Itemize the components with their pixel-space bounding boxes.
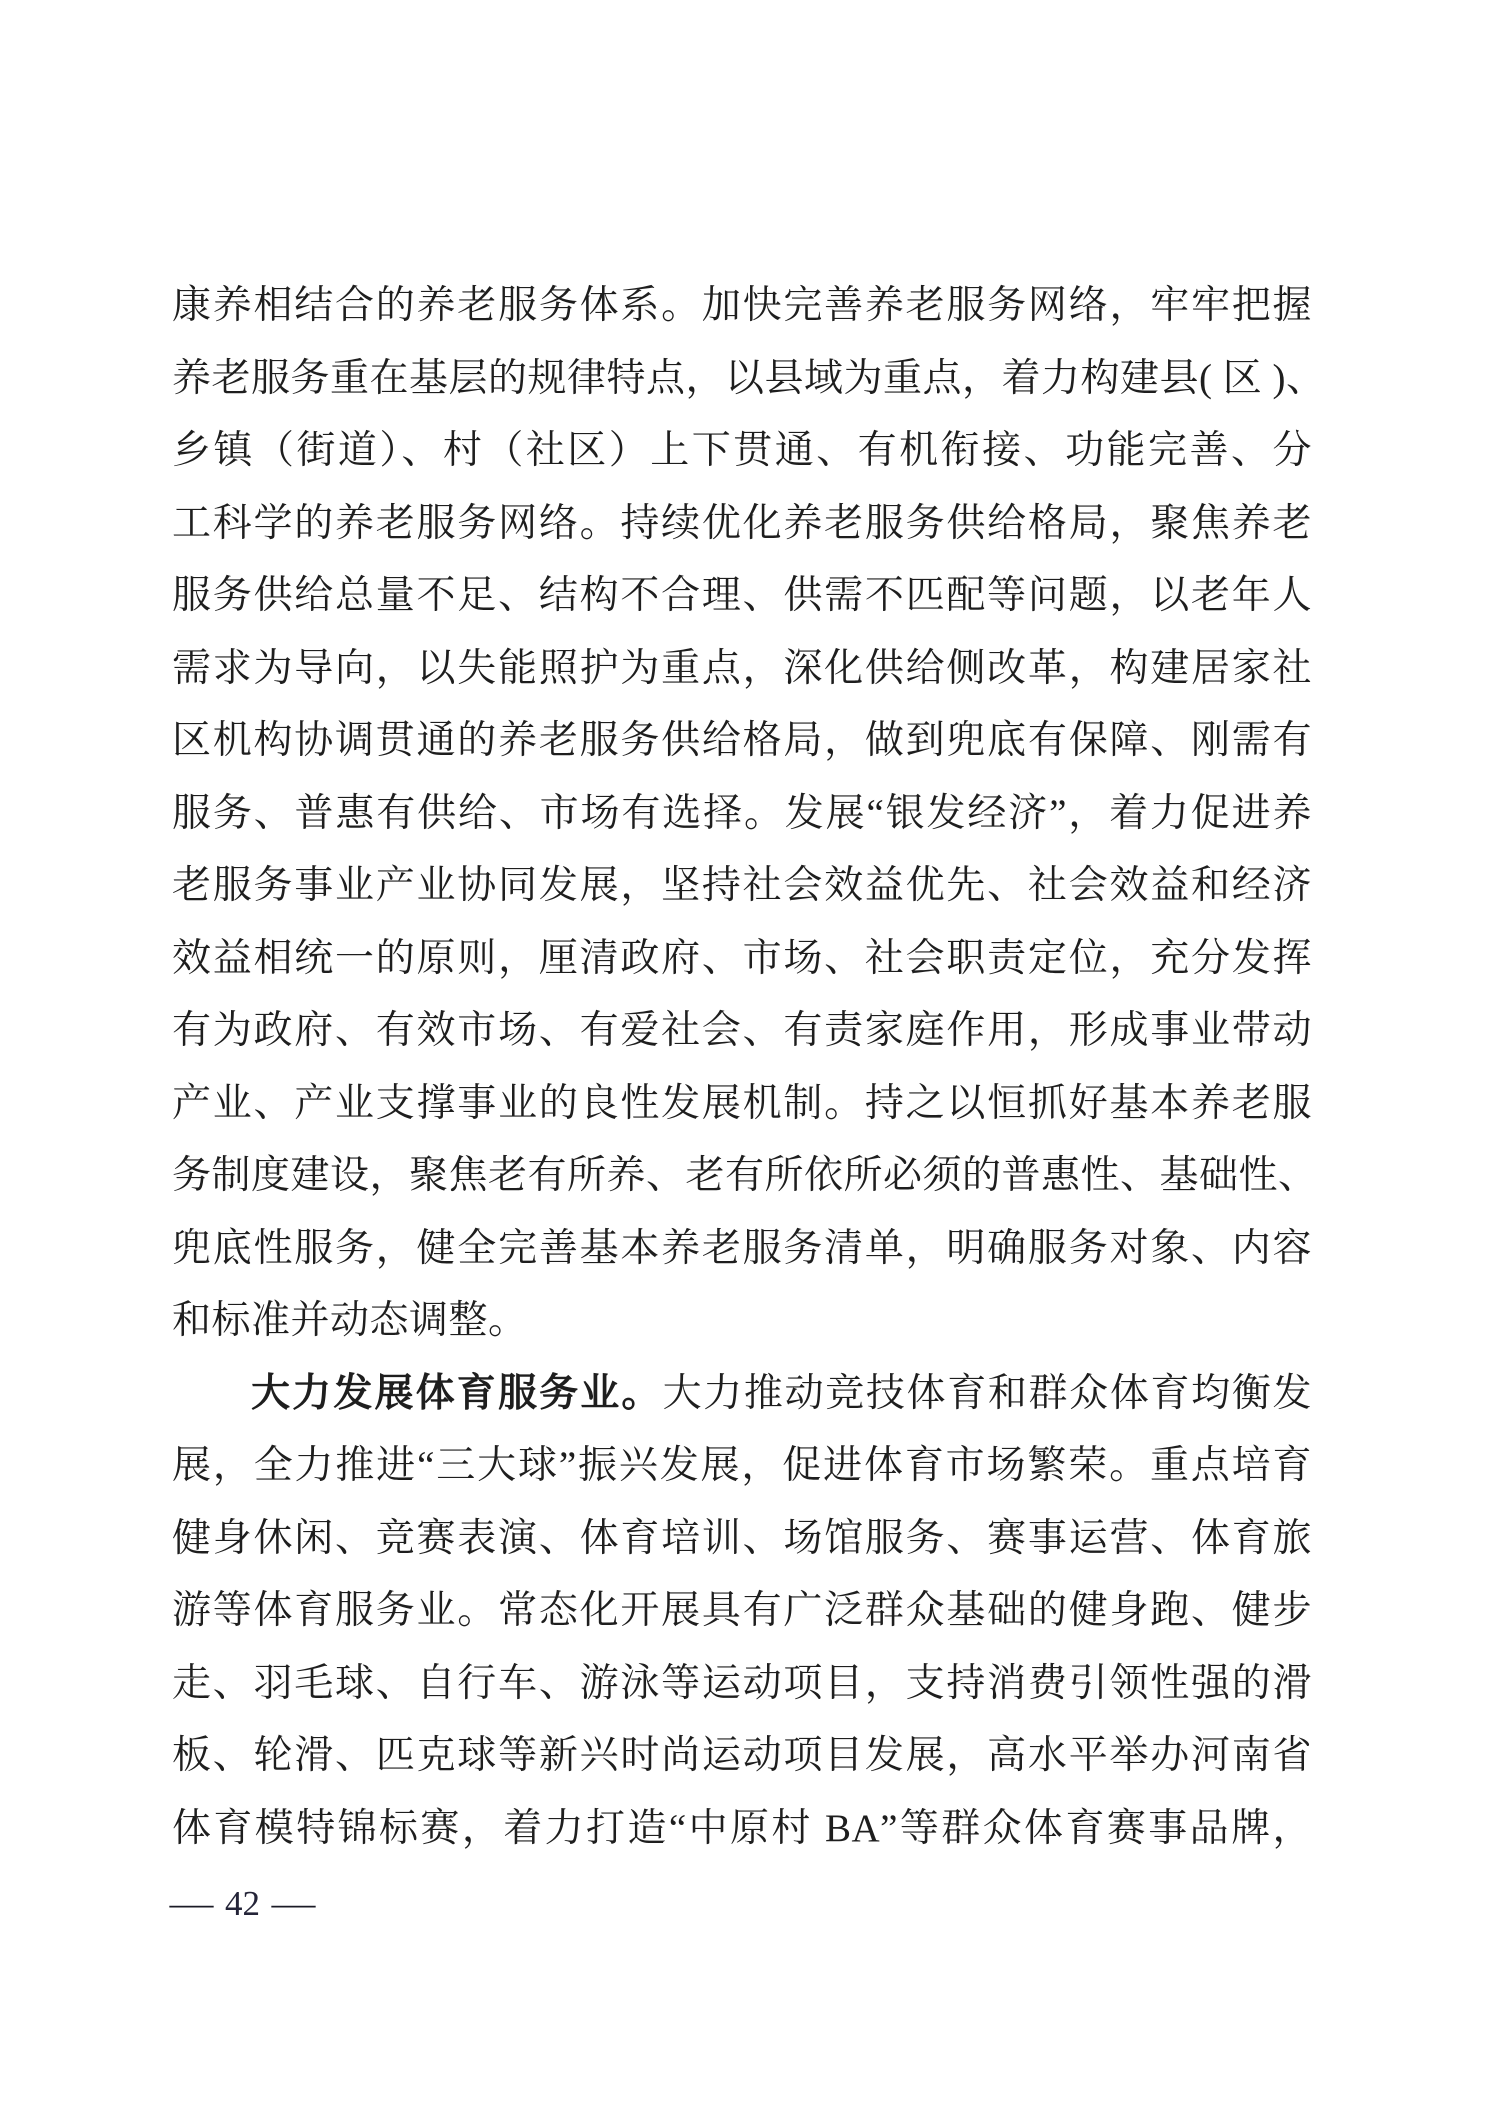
text-line: 养老服务重在基层的规律特点，以县域为重点，着力构建县( 区 )、 <box>172 356 1326 400</box>
text-line: 服务、普惠有供给、市场有选择。发展“银发经济”，着力促进养 <box>172 791 1312 835</box>
text-line: 需求为导向，以失能照护为重点，深化供给侧改革，构建居家社 <box>172 646 1312 690</box>
text-line: 兜底性服务，健全完善基本养老服务清单，明确服务对象、内容 <box>172 1226 1312 1270</box>
text-line: 健身休闲、竞赛表演、体育培训、场馆服务、赛事运营、体育旅 <box>172 1516 1312 1560</box>
text-line: 体育模特锦标赛，着力打造“中原村 BA”等群众体育赛事品牌， <box>172 1806 1312 1850</box>
text-line: 老服务事业产业协同发展，坚持社会效益优先、社会效益和经济 <box>172 864 1312 907</box>
text-line: 工科学的养老服务网络。持续优化养老服务供给格局，聚焦养老 <box>172 501 1312 545</box>
text-line: 有为政府、有效市场、有爱社会、有责家庭作用，形成事业带动 <box>172 1009 1312 1052</box>
body-text <box>172 270 1326 1865</box>
text-line: 走、羽毛球、自行车、游泳等运动项目，支持消费引领性强的滑 <box>172 1661 1312 1705</box>
run-in-heading: 大力发展体育服务业。 <box>251 1371 663 1415</box>
paragraph-end-line: 和标准并动态调整。 <box>172 1299 528 1342</box>
text-line: 服务供给总量不足、结构不合理、供需不匹配等问题，以老年人 <box>172 574 1312 617</box>
paragraph-heading-line <box>172 1358 1312 1431</box>
heading-line-continuation: 大力推动竞技体育和群众体育均衡发 <box>662 1371 1312 1415</box>
text-line: 务制度建设，聚焦老有所养、老有所依所必须的普惠性、基础性、 <box>172 1154 1318 1197</box>
page-footer <box>169 1884 316 1924</box>
text-line: 产业、产业支撑事业的良性发展机制。持之以恒抓好基本养老服 <box>172 1081 1312 1125</box>
text-line: 效益相统一的原则，厘清政府、市场、社会职责定位，充分发挥 <box>172 936 1312 980</box>
text-line: 游等体育服务业。常态化开展具有广泛群众基础的健身跑、健步 <box>172 1589 1312 1632</box>
footer-dash-left: — <box>169 1884 214 1923</box>
text-line: 区机构协调贯通的养老服务供给格局，做到兜底有保障、刚需有 <box>172 719 1312 762</box>
text-line: 板、轮滑、匹克球等新兴时尚运动项目发展，高水平举办河南省 <box>172 1734 1312 1777</box>
text-line: 康养相结合的养老服务体系。加快完善养老服务网络，牢牢把握 <box>172 284 1312 327</box>
footer-dash-right: — <box>271 1884 316 1923</box>
text-line: 展，全力推进“三大球”振兴发展，促进体育市场繁荣。重点培育 <box>172 1444 1312 1487</box>
text-line: 乡镇（街道）、村（社区）上下贯通、有机衔接、功能完善、分 <box>172 429 1312 472</box>
page-number: 42 <box>225 1884 260 1923</box>
